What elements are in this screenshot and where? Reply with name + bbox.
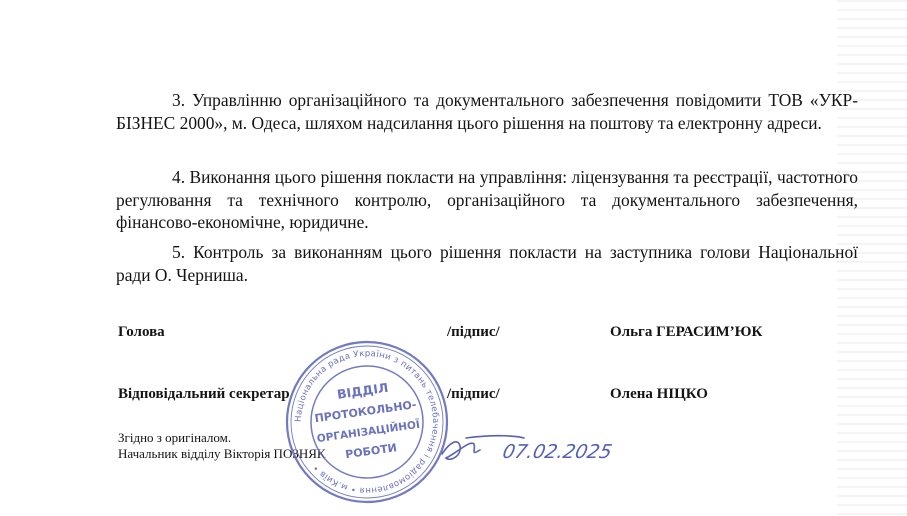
stamp-ring-text: Національна рада України з питань телебачення і радіомовлення • м.Київ •	[293, 348, 441, 496]
head-name: Ольга ГЕРАСИМ’ЮК	[610, 324, 763, 340]
secretary-name: Олена НІЦКО	[610, 386, 708, 402]
stamp-center-line-3: ОРГАНІЗАЦІЙНОЇ	[316, 418, 421, 446]
handwritten-date: 07.02.2025	[500, 440, 615, 463]
certification-line-2: Начальник відділу Вікторія ПОЗНЯК	[118, 446, 326, 461]
secretary-title: Відповідальний секретар	[118, 386, 290, 402]
stamp-center-line-2: ПРОТОКОЛЬНО-	[313, 398, 418, 426]
secretary-sign: /підпис/	[447, 386, 500, 402]
paragraph-4: 4. Виконання цього рішення покласти на управління: ліцензування та реєстрації, частотного регулювання та технічного контролю, організаційного та документального забезпечення, фінансово-економічне, юридичне.	[116, 167, 858, 233]
official-stamp	[282, 337, 452, 507]
stamp-center-line-4: РОБОТИ	[344, 441, 398, 462]
paragraph-5: 5. Контроль за виконанням цього рішення покласти на заступника голови Національної ради О. Черниша.	[116, 242, 858, 285]
paragraph-3: 3. Управлінню організаційного та документального забезпечення повідомити ТОВ «УКР-БІЗНЕС 2000», м. Одеса, шляхом надсилання цього рішення на поштову та електронну адреси.	[116, 90, 858, 133]
head-title: Голова	[118, 324, 165, 340]
handwritten-signature	[436, 428, 656, 470]
head-sign: /підпис/	[447, 324, 500, 340]
stamp-center-line-1: ВІДДІЛ	[336, 379, 390, 402]
certification-line-1: Згідно з оригіналом.	[118, 430, 232, 445]
